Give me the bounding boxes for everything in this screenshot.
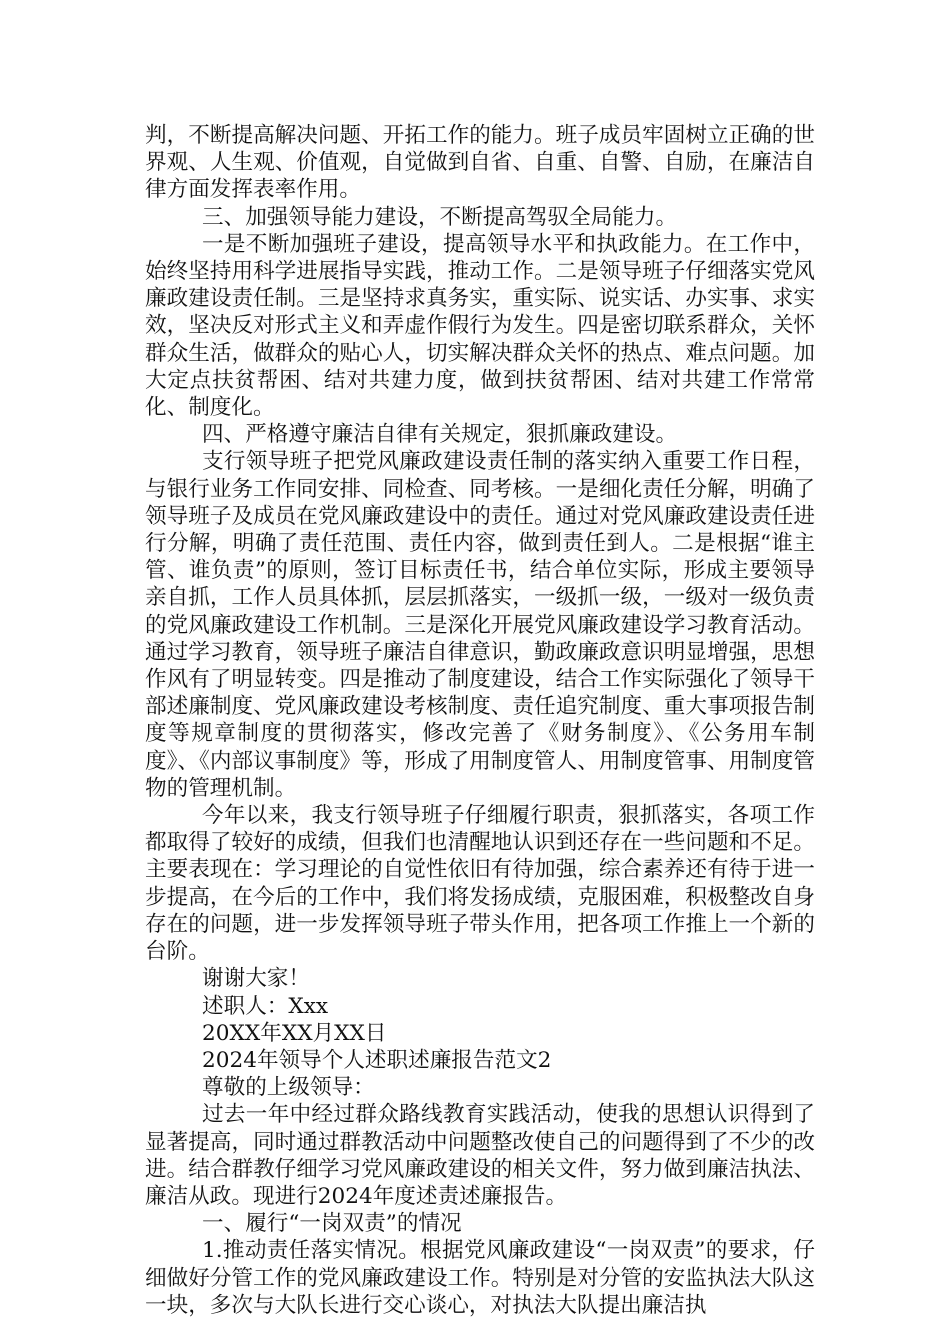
- section-heading: 一、履行“一岗双责”的情况: [202, 1211, 462, 1237]
- paragraph: 一是不断加强班子建设，提高领导水平和执政能力。在工作中，始终坚持用科学进展指导实践，推动工作。二是领导班子仔细落实党风廉政建设责任制。三是坚持求真务实，重实际、说实话、办实事、求实效，坚决反对形式主义和弄虚作假行为发生。四是密切联系群众，关怀群众生活，做群众的贴心人，切实解决群众关怀的热点、难点问题。加大定点扶贫帮困、结对共建力度，做到扶贫帮困、结对共建工作常常化、制度化。: [145, 231, 815, 421]
- document-body: [145, 122, 815, 1319]
- salutation: 尊敬的上级领导：: [202, 1075, 375, 1101]
- paragraph: 今年以来，我支行领导班子仔细履行职责，狠抓落实，各项工作都取得了较好的成绩，但我们也清醒地认识到还存在一些问题和不足。主要表现在：学习理论的自觉性依旧有待加强，综合素养还有待于进一步提高，在今后的工作中，我们将发扬成绩，克服困难，积极整改自身存在的问题，进一步发挥领导班子带头作用，把各项工作推上一个新的台阶。: [145, 803, 815, 965]
- closing-thanks: 谢谢大家！: [202, 966, 310, 992]
- section-heading: 三、加强领导能力建设，不断提高驾驭全局能力。: [202, 204, 678, 230]
- paragraph: 支行领导班子把党风廉政建设责任制的落实纳入重要工作日程，与银行业务工作同安排、同检查、同考核。一是细化责任分解，明确了领导班子及成员在党风廉政建设中的责任。通过对党风廉政建设责任进行分解，明确了责任范围、责任内容，做到责任到人。二是根据“谁主管、谁负责”的原则，签订目标责任书，结合单位实际，形成主要领导亲自抓，工作人员具体抓，层层抓落实，一级抓一级，一级对一级负责的党风廉政建设工作机制。三是深化开展党风廉政建设学习教育活动。通过学习教育，领导班子廉洁自律意识，勤政廉政意识明显增强，思想作风有了明显转变。四是推动了制度建设，结合工作实际强化了领导干部述廉制度、党风廉政建设考核制度、责任追究制度、重大事项报告制度等规章制度的贯彻落实，修改完善了《财务制度》、《公务用车制度》、《内部议事制度》等，形成了用制度管人、用制度管事、用制度管物的管理机制。: [145, 449, 815, 801]
- paragraph: 1.推动责任落实情况。根据党风廉政建设“一岗双责”的要求，仔细做好分管工作的党风廉政建设工作。特别是对分管的安监执法大队这一块，多次与大队长进行交心谈心，对执法大队提出廉洁执: [145, 1238, 815, 1318]
- section-heading: 四、严格遵守廉洁自律有关规定，狠抓廉政建设。: [202, 422, 678, 448]
- report-title: 2024年领导个人述职述廉报告范文2: [202, 1047, 552, 1073]
- date-line: 20XX年XX月XX日: [202, 1020, 387, 1046]
- paragraph: 判，不断提高解决问题、开拓工作的能力。班子成员牢固树立正确的世界观、人生观、价值观，自觉做到自省、自重、自警、自励，在廉洁自律方面发挥表率作用。: [145, 123, 815, 203]
- paragraph: 过去一年中经过群众路线教育实践活动，使我的思想认识得到了显著提高，同时通过群教活动中问题整改使自己的问题得到了不少的改进。结合群教仔细学习党风廉政建设的相关文件，努力做到廉洁执法、廉洁从政。现进行2024年度述责述廉报告。: [145, 1102, 815, 1209]
- reporter-line: 述职人：Xxx: [202, 993, 329, 1019]
